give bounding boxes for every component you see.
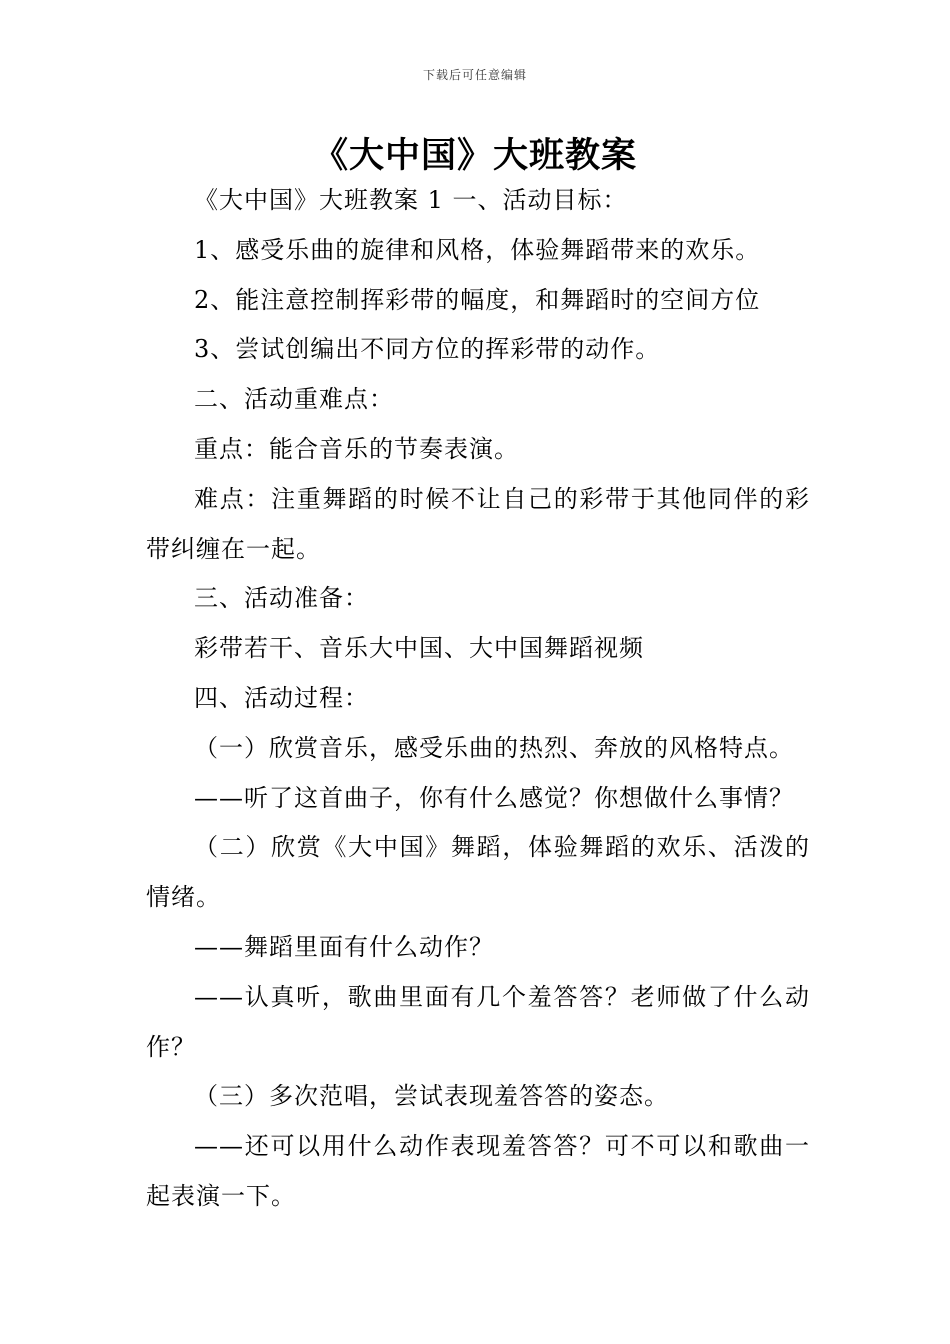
- section-heading-process: 四、活动过程：: [194, 683, 369, 712]
- document-body: [146, 176, 810, 1222]
- section-heading-key-points: 二、活动重难点：: [194, 385, 394, 414]
- paragraph-step-2: （二）欣赏《大中国》舞蹈，体验舞蹈的欢乐、活泼的情绪。: [146, 833, 810, 912]
- paragraph-materials: 彩带若干、音乐大中国、大中国舞蹈视频: [194, 634, 644, 663]
- section-heading-preparation: 三、活动准备：: [194, 584, 369, 613]
- paragraph-difficulty: 难点：注重舞蹈的时候不让自己的彩带于其他同伴的彩带纠缠在一起。: [146, 484, 810, 563]
- document-title: 《大中国》大班教案: [312, 136, 637, 176]
- paragraph-step-3: （三）多次范唱，尝试表现羞答答的姿态。: [194, 1082, 669, 1111]
- paragraph-intro-goals: 《大中国》大班教案 1 一、活动目标：: [194, 186, 628, 214]
- paragraph-question-4: ——还可以用什么动作表现羞答答？可不可以和歌曲一起表演一下。: [146, 1132, 810, 1210]
- paragraph-goal-2: 2、能注意控制挥彩带的幅度，和舞蹈时的空间方位: [194, 285, 761, 314]
- paragraph-key-point: 重点：能合音乐的节奏表演。: [194, 434, 519, 463]
- header-note: 下载后可任意编辑: [422, 68, 527, 82]
- paragraph-step-1: （一）欣赏音乐，感受乐曲的热烈、奔放的风格特点。: [194, 733, 794, 762]
- paragraph-goal-1: 1、感受乐曲的旋律和风格，体验舞蹈带来的欢乐。: [194, 235, 761, 264]
- paragraph-question-3: ——认真听，歌曲里面有几个羞答答？老师做了什么动作？: [146, 982, 810, 1061]
- paragraph-question-2: ——舞蹈里面有什么动作？: [194, 932, 494, 961]
- paragraph-question-1: ——听了这首曲子，你有什么感觉？你想做什么事情？: [194, 783, 794, 812]
- paragraph-goal-3: 3、尝试创编出不同方位的挥彩带的动作。: [194, 335, 661, 364]
